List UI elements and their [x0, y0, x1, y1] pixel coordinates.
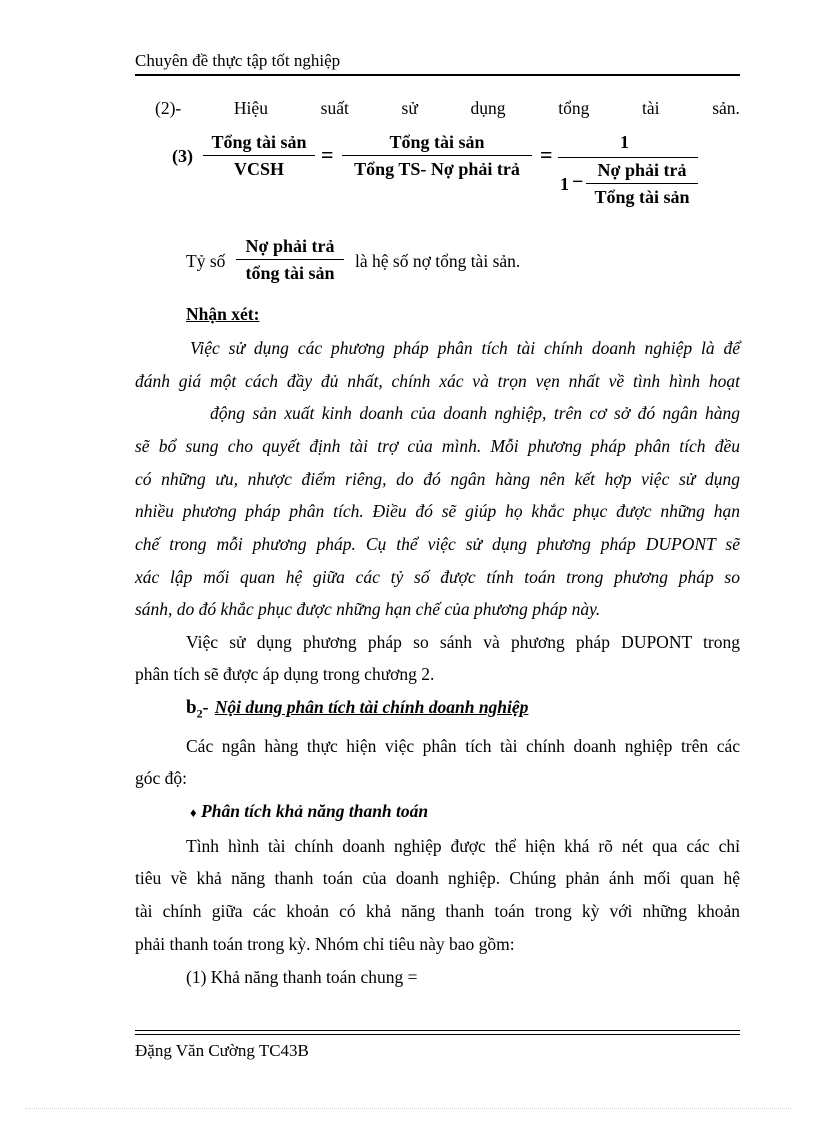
remark-line: có những ưu, nhược điểm riêng, do đó ngân hàng nên kết hợp việc sử dụng [135, 469, 740, 489]
remark-line: động sản xuất kinh doanh của doanh nghiệp, trên cơ sở đó ngân hàng [210, 403, 740, 423]
fraction-total-assets-over-equity [203, 130, 315, 181]
bullet-heading [190, 800, 428, 824]
denominator: VCSH [233, 159, 284, 179]
remark-line: xác lập mối quan hệ giữa các tỷ số được tính toán trong phương pháp so [135, 567, 740, 587]
list-item-1: (1) Khả năng thanh toán chung = [186, 967, 418, 987]
fraction-debt-ratio [236, 234, 344, 285]
one: 1 [560, 174, 569, 194]
equals-sign: = [540, 142, 553, 167]
fraction-total-assets-over-assets-minus-liabilities [342, 130, 532, 181]
paragraph-line: phải thanh toán trong kỳ. Nhóm chỉ tiêu này bao gồm: [135, 934, 515, 954]
big-numerator: 1 [620, 132, 629, 152]
section-dash: - [202, 697, 209, 717]
diamond-bullet-icon: ♦ [190, 805, 197, 820]
footer-rule-top [135, 1030, 740, 1031]
remark-title: Nhận xét: [186, 304, 260, 324]
word: tổng [558, 98, 590, 118]
minus-sign: − [572, 171, 584, 193]
paragraph-line: tiêu về khả năng thanh toán của doanh nghiệp. Chúng phản ánh mối quan hệ [135, 868, 740, 888]
word: sử [401, 98, 418, 118]
paragraph-line: góc độ: [135, 768, 188, 788]
word: (2)- [155, 98, 182, 118]
page-footer: Đặng Văn Cường TC43B [135, 1041, 309, 1060]
section-heading-b2 [186, 696, 528, 725]
word: dụng [470, 98, 506, 118]
equals-sign: = [321, 142, 334, 167]
remark-line: đánh giá một cách đầy đủ nhất, chính xác và trọn vẹn nhất về tình hình hoạt [135, 371, 740, 391]
numerator: Tổng tài sản [389, 132, 485, 152]
page-edge-divider [25, 1108, 791, 1109]
page-header: Chuyên đề thực tập tốt nghiệp [135, 50, 740, 76]
word: tài [642, 98, 660, 118]
fraction-bar [236, 259, 344, 260]
paragraph-line: phân tích sẽ được áp dụng trong chương 2. [135, 664, 435, 684]
numerator: Tổng tài sản [211, 132, 307, 152]
numerator: Nợ phải trả [245, 236, 335, 256]
section-subscript: 2 [196, 706, 203, 721]
paragraph-line: tài chính giữa các khoản có khả năng thanh toán trong kỳ với những khoản [135, 901, 740, 921]
fraction-bar [586, 183, 698, 184]
denominator: Tổng tài sản [594, 187, 690, 207]
remark-line: sẽ bổ sung cho quyết định tài trợ của mình. Mỗi phương pháp phân tích đều [135, 436, 740, 456]
formula-label: (3) [172, 146, 193, 166]
paragraph-line: Các ngân hàng thực hiện việc phân tích tài chính doanh nghiệp trên các [186, 736, 740, 756]
word: Hiệu [233, 98, 268, 118]
denominator: Tổng TS- Nợ phải trả [354, 159, 520, 179]
section-title: Nội dung phân tích tài chính doanh nghiệp [214, 697, 529, 717]
footer-rule-bottom [135, 1034, 740, 1035]
remark-line: sánh, do đó khắc phục được những hạn chế của phương pháp này. [135, 599, 601, 619]
ratio-suffix: là hệ số nợ tổng tài sản. [355, 251, 521, 271]
paragraph-line: Việc sử dụng phương pháp so sánh và phương pháp DUPONT trong [186, 632, 740, 652]
fraction-bar [342, 155, 532, 156]
remark-line: Việc sử dụng các phương pháp phân tích tài chính doanh nghiệp là để [190, 338, 740, 358]
bullet-heading-text: Phân tích khả năng thanh toán [201, 801, 429, 821]
numerator: Nợ phải trả [597, 160, 687, 180]
word: suất [320, 98, 349, 118]
fraction-liabilities-over-total-assets [586, 158, 698, 209]
word: sản. [712, 98, 740, 118]
ratio-prefix: Tỷ số [186, 251, 226, 271]
paragraph-line: Tình hình tài chính doanh nghiệp được thể hiện khá rõ nét qua các chỉ [186, 836, 740, 856]
denominator: tổng tài sản [245, 263, 335, 283]
line-2-heading [155, 97, 740, 119]
section-letter: b [186, 697, 197, 718]
fraction-bar [203, 155, 315, 156]
remark-line: nhiều phương pháp phân tích. Điều đó sẽ giúp họ khắc phục được những hạn [135, 501, 740, 521]
remark-line: chế trong mỗi phương pháp. Cụ thể việc sử dụng phương pháp DUPONT sẽ [135, 534, 740, 554]
